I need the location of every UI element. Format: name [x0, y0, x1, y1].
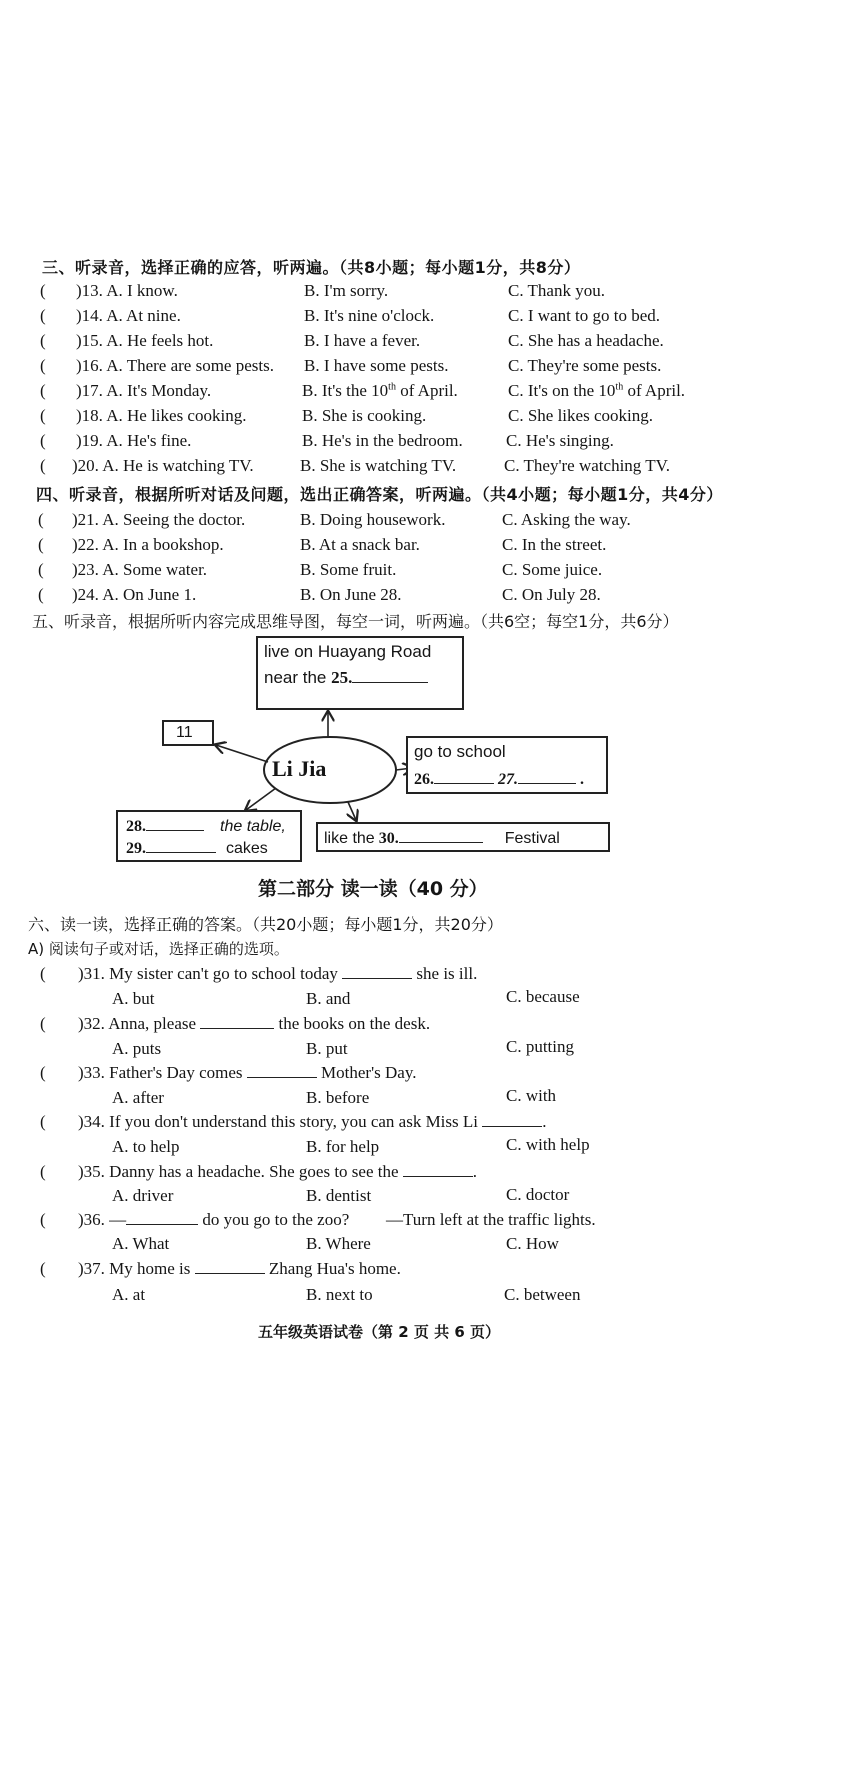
question-33-text: )33. Father's Day comes	[78, 1063, 243, 1082]
answer-paren: (	[40, 1063, 46, 1082]
question-17-a: )17. A. It's Monday.	[76, 381, 212, 400]
question-31-b: B. and	[306, 989, 351, 1008]
question-31-text: )31. My sister can't go to school today	[78, 964, 338, 983]
question-35-stem	[78, 1162, 477, 1182]
bottom-right-box	[316, 822, 610, 852]
arrow-to-bottom-left	[246, 788, 276, 810]
question-14-a: )14. A. At nine.	[76, 306, 181, 325]
blank-30	[399, 828, 483, 843]
question-18-c: C. She likes cooking.	[508, 406, 653, 425]
question-35-text: )35. Danny has a headache. She goes to see the	[78, 1162, 399, 1181]
question-37-c: C. between	[504, 1285, 581, 1304]
question-33-a: A. after	[112, 1088, 164, 1107]
blank-27	[518, 769, 576, 784]
question-13-c: C. Thank you.	[508, 281, 605, 300]
question-37-a: A. at	[112, 1285, 146, 1304]
answer-paren: (	[40, 1259, 46, 1278]
left-box	[162, 720, 214, 746]
question-34-text: )34. If you don't understand this story, you can ask Miss Li	[78, 1112, 478, 1131]
question-33-c: C. with	[506, 1086, 557, 1105]
question-31-a: A. but	[112, 989, 155, 1008]
question-17-b-post: of April.	[395, 381, 458, 400]
question-24-c: C. On July 28.	[502, 585, 601, 604]
question-20-b: B. She is watching TV.	[300, 456, 457, 475]
question-15-b: B. I have a fever.	[304, 331, 421, 350]
answer-paren: (	[38, 510, 44, 529]
question-36-a: A. What	[112, 1234, 170, 1253]
question-16-a: )16. A. There are some pests.	[76, 356, 274, 375]
question-23-a: )23. A. Some water.	[72, 560, 208, 579]
answer-paren: (	[40, 456, 46, 475]
question-24-a: )24. A. On June 1.	[72, 585, 197, 604]
question-23-c: C. Some juice.	[502, 560, 603, 579]
answer-paren: (	[40, 331, 46, 350]
bottom-left-text2: cakes	[226, 840, 268, 857]
right-box-line2	[414, 769, 584, 789]
question-34-a: A. to help	[112, 1137, 180, 1156]
blank-26	[434, 769, 494, 784]
bottom-right-line	[324, 828, 560, 848]
blank-26-number: 26.	[414, 771, 434, 788]
question-13-a: )13. A. I know.	[76, 281, 178, 300]
question-36-stem	[78, 1210, 349, 1230]
blank-28	[146, 816, 204, 831]
answer-paren: (	[40, 1014, 46, 1033]
question-33-b: B. before	[306, 1088, 370, 1107]
blank-29-number: 29.	[126, 840, 146, 857]
question-23-b: B. Some fruit.	[300, 560, 397, 579]
right-box-line1: go to school	[414, 742, 506, 761]
mind-map-center-label: Li Jia	[272, 756, 327, 781]
answer-paren: (	[38, 585, 44, 604]
question-32-b: B. put	[306, 1039, 348, 1058]
question-32-c: C. putting	[506, 1037, 575, 1056]
question-18-a: )18. A. He likes cooking.	[76, 406, 247, 425]
blank-32	[200, 1014, 274, 1029]
question-36-text: )36. —	[78, 1210, 127, 1229]
section-6-header: 六、读一读，选择正确的答案。（共20小题；每小题1分，共20分）	[28, 915, 503, 934]
question-24-b: B. On June 28.	[300, 585, 402, 604]
question-16-c: C. They're some pests.	[508, 356, 662, 375]
arrow-to-bottom-right	[348, 802, 356, 820]
blank-27-number: 27.	[498, 771, 518, 788]
part-2-title: 第二部分 读一读（40 分）	[258, 878, 488, 900]
question-19-a: )19. A. He's fine.	[76, 431, 192, 450]
question-35-a: A. driver	[112, 1186, 174, 1205]
section-3-header: 三、听录音，选择正确的应答，听两遍。（共8小题；每小题1分，共8分）	[42, 258, 581, 277]
blank-30-number: 30.	[378, 830, 399, 847]
question-37-text: )37. My home is	[78, 1259, 191, 1278]
answer-paren: (	[40, 1112, 46, 1131]
top-box-line1: live on Huayang Road	[264, 642, 432, 661]
question-18-b: B. She is cooking.	[302, 406, 427, 425]
blank-36	[126, 1210, 198, 1225]
question-21-a: )21. A. Seeing the doctor.	[72, 510, 246, 529]
blank-35	[403, 1162, 473, 1177]
question-32-a: A. puts	[112, 1039, 162, 1058]
question-20-c: C. They're watching TV.	[504, 456, 670, 475]
question-20-a: )20. A. He is watching TV.	[72, 456, 254, 475]
bottom-left-text1: the table,	[220, 818, 286, 835]
right-box-dot: .	[580, 771, 584, 788]
question-17-c-post: of April.	[623, 381, 686, 400]
question-22-c: C. In the street.	[502, 535, 607, 554]
question-15-c: C. She has a headache.	[508, 331, 664, 350]
section-6-subheader: A) 阅读句子或对话，选择正确的选项。	[28, 940, 289, 958]
answer-paren: (	[40, 964, 46, 983]
question-33-stem	[78, 1063, 416, 1083]
answer-paren: (	[40, 306, 46, 325]
bottom-left-line2	[126, 838, 268, 858]
top-box	[256, 636, 464, 710]
page-footer: 五年级英语试卷（第 2 页 共 6 页）	[258, 1323, 500, 1341]
question-22-a: )22. A. In a bookshop.	[72, 535, 224, 554]
question-36-tail: do you go to the zoo?	[202, 1210, 350, 1229]
question-32-text: )32. Anna, please	[78, 1014, 197, 1033]
answer-paren: (	[40, 1210, 46, 1229]
question-15-a: )15. A. He feels hot.	[76, 331, 214, 350]
answer-paren: (	[40, 356, 46, 375]
question-31-tail: she is ill.	[416, 964, 478, 983]
question-13-b: B. I'm sorry.	[304, 281, 389, 300]
question-14-b: B. It's nine o'clock.	[304, 306, 435, 325]
answer-paren: (	[40, 406, 46, 425]
ordinal-suffix: th	[615, 381, 624, 393]
question-17-c-pre: C. It's on the 10	[508, 381, 616, 400]
answer-paren: (	[40, 431, 46, 450]
question-37-tail: Zhang Hua's home.	[268, 1259, 401, 1278]
top-box-line2	[264, 668, 428, 688]
question-19-c: C. He's singing.	[506, 431, 614, 450]
question-32-stem	[78, 1014, 430, 1034]
left-box-value: 11	[176, 724, 193, 741]
blank-25-number: 25.	[331, 668, 353, 687]
answer-paren: (	[40, 381, 46, 400]
question-22-b: B. At a snack bar.	[300, 535, 420, 554]
answer-paren: (	[38, 560, 44, 579]
question-19-b: B. He's in the bedroom.	[302, 431, 463, 450]
question-34-c: C. with help	[506, 1135, 590, 1154]
question-33-tail: Mother's Day.	[321, 1063, 417, 1082]
question-36-response: —Turn left at the traffic lights.	[386, 1210, 596, 1229]
question-37-b: B. next to	[306, 1285, 373, 1304]
blank-34	[482, 1112, 542, 1127]
section-4-header: 四、听录音，根据所听对话及问题，选出正确答案，听两遍。（共4小题；每小题1分，共4分）	[36, 485, 723, 504]
blank-29	[146, 838, 216, 853]
bottom-left-box	[116, 810, 302, 862]
question-35-c: C. doctor	[506, 1185, 570, 1204]
right-box	[406, 736, 608, 794]
blank-28-number: 28.	[126, 818, 146, 835]
question-31-c: C. because	[506, 987, 580, 1006]
question-17-b-pre: B. It's the 10	[302, 381, 389, 400]
ordinal-suffix: th	[388, 381, 396, 393]
question-36-b: B. Where	[306, 1234, 371, 1253]
blank-31	[342, 964, 412, 979]
question-21-b: B. Doing housework.	[300, 510, 446, 529]
question-35-b: B. dentist	[306, 1186, 372, 1205]
bottom-left-line1	[126, 816, 286, 836]
answer-paren: (	[40, 1162, 46, 1181]
answer-paren: (	[40, 281, 46, 300]
question-36-c: C. How	[506, 1234, 559, 1253]
question-14-c: C. I want to go to bed.	[508, 306, 661, 325]
blank-37	[195, 1259, 265, 1274]
question-31-stem	[78, 964, 477, 984]
blank-33	[247, 1063, 317, 1078]
arrow-to-left	[216, 745, 268, 762]
question-37-stem	[78, 1259, 401, 1279]
answer-paren: (	[38, 535, 44, 554]
section-5-header: 五、听录音，根据所听内容完成思维导图，每空一词，听两遍。（共6空；每空1分，共6分）	[32, 612, 679, 631]
question-32-tail: the books on the desk.	[278, 1014, 431, 1033]
question-34-b: B. for help	[306, 1137, 380, 1156]
question-21-c: C. Asking the way.	[502, 510, 631, 529]
blank-25	[352, 668, 428, 683]
top-box-text: near the	[264, 668, 327, 687]
bottom-right-text2: Festival	[504, 830, 560, 847]
question-35-tail: .	[472, 1162, 478, 1181]
question-16-b: B. I have some pests.	[304, 356, 449, 375]
question-34-tail: .	[542, 1112, 547, 1131]
bottom-right-text1: like the	[324, 830, 375, 847]
question-34-stem	[78, 1112, 547, 1132]
